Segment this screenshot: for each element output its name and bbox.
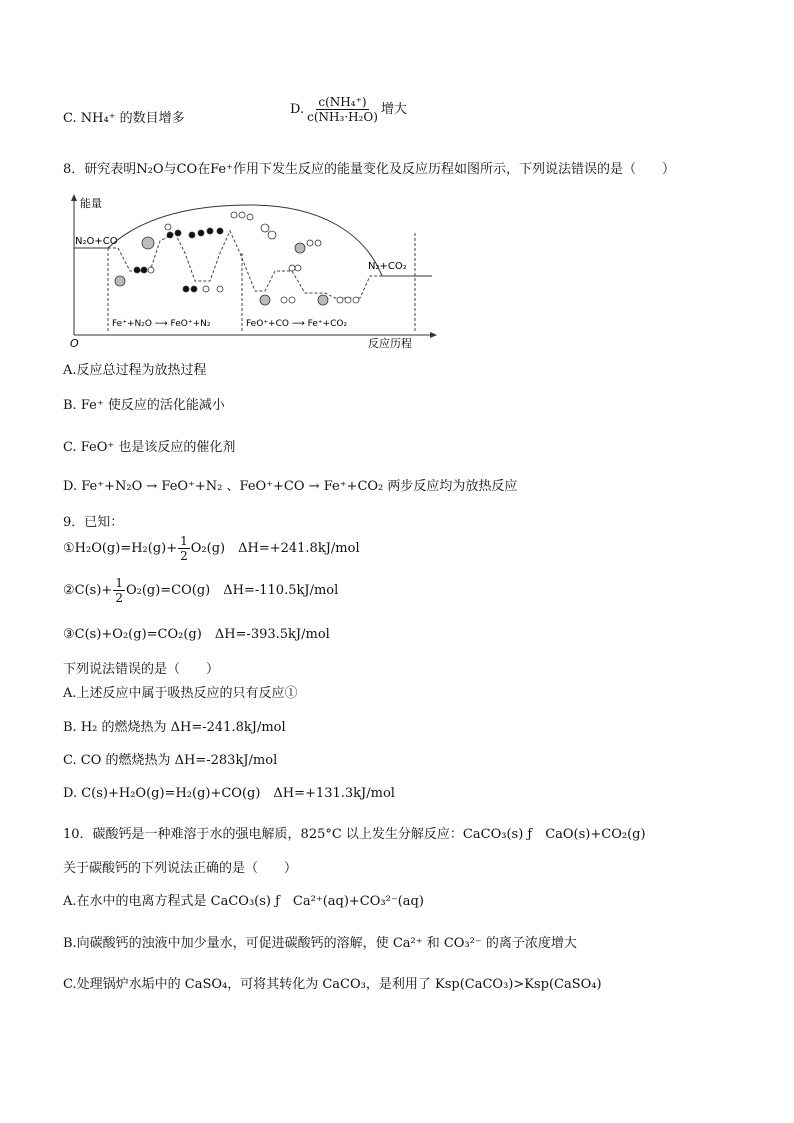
atom-icon: [307, 240, 313, 246]
q9-equation-3: ③C(s)+O₂(g)=CO₂(g) ΔH=-393.5kJ/mol: [63, 627, 330, 642]
atom-icon: [165, 224, 171, 230]
q9-stem: 9．已知：: [63, 515, 124, 530]
y-axis-arrow-icon: [71, 194, 77, 201]
fraction-numerator: 1: [115, 576, 123, 590]
atom-icon: [217, 286, 223, 292]
q8-stem: 8．研究表明N₂O与CO在Fe⁺作用下发生反应的能量变化及反应历程如图所示，下列说法错误的是（ ）: [63, 162, 675, 177]
fraction-denominator: 2: [115, 591, 123, 605]
q8-option-b: B. Fe⁺ 使反应的活化能减小: [63, 398, 225, 413]
y-axis-label: 能量: [80, 197, 102, 210]
q9-equation-2: [63, 576, 338, 605]
q9-equation-1: [63, 534, 360, 563]
product-label: N₂+CO₂: [368, 261, 407, 272]
q9-question: 下列说法错误的是（ ）: [63, 662, 220, 677]
q10-question: 关于碳酸钙的下列说法正确的是（ ）: [63, 861, 298, 876]
q9-eq2-left: ②C(s)+: [63, 582, 113, 598]
x-axis-arrow-icon: [430, 332, 437, 338]
fe-ion-icon: [318, 295, 328, 305]
q7-option-d-tail: 增大: [380, 101, 407, 117]
q9-eq1-fraction: [178, 534, 190, 563]
atom-icon: [281, 297, 287, 303]
q7-option-d-label: D.: [290, 101, 305, 117]
fe-ion-icon: [260, 295, 270, 305]
q10-option-a: A.在水中的电离方程式是 CaCO₃(s) ƒ Ca²⁺(aq)+CO₃²⁻(aq): [63, 894, 424, 909]
q9-option-a: A.上述反应中属于吸热反应的只有反应①: [63, 686, 298, 701]
q9-option-b: B. H₂ 的燃烧热为 ΔH=-241.8kJ/mol: [63, 720, 286, 735]
q9-eq2-fraction: [113, 576, 125, 605]
atom-icon: [295, 265, 301, 271]
q9-eq1-right: O₂(g) ΔH=+241.8kJ/mol: [190, 540, 360, 556]
q9-option-c: C. CO 的燃烧热为 ΔH=-283kJ/mol: [63, 753, 278, 768]
q7-option-d-denominator: c(NH₃·H₂O): [307, 110, 378, 124]
atom-icon: [217, 228, 223, 234]
reactant-label: N₂O+CO: [75, 236, 118, 247]
fe-ion-icon: [295, 243, 305, 253]
atom-icon: [183, 286, 189, 292]
atom-icon: [207, 228, 213, 234]
q9-option-d: D. C(s)+H₂O(g)=H₂(g)+CO(g) ΔH=+131.3kJ/mol: [63, 786, 395, 801]
q10-option-c: C.处理锅炉水垢中的 CaSO₄，可将其转化为 CaCO₃，是利用了 Ksp(CaCO₃)>Ksp(CaSO₄): [63, 977, 602, 992]
step2-label: FeO⁺+CO ⟶ Fe⁺+CO₂: [246, 319, 348, 329]
atom-icon: [337, 297, 343, 303]
q7-option-d-numerator: c(NH₄⁺): [318, 95, 367, 109]
origin-label: O: [70, 337, 79, 350]
atom-icon: [141, 267, 147, 273]
atom-icon: [353, 297, 359, 303]
fe-ion-icon: [115, 276, 125, 286]
atom-icon: [203, 286, 209, 292]
q8-option-d: D. Fe⁺+N₂O → FeO⁺+N₂ 、FeO⁺+CO → Fe⁺+CO₂ 两步反应均为放热反应: [63, 479, 518, 494]
q7-option-d-fraction: [305, 95, 380, 124]
atom-icon: [289, 265, 295, 271]
fraction-denominator: 2: [180, 549, 188, 563]
atom-icon: [231, 212, 237, 218]
atom-icon: [289, 297, 295, 303]
atom-icon: [148, 267, 154, 273]
q10-option-b: B.向碳酸钙的浊液中加少量水，可促进碳酸钙的溶解，使 Ca²⁺ 和 CO₃²⁻ 的离子浓度增大: [63, 936, 577, 951]
x-axis-label: 反应历程: [368, 337, 412, 350]
fraction-numerator: 1: [180, 534, 188, 548]
atom-icon: [191, 286, 197, 292]
q9-eq2-right: O₂(g)=CO(g) ΔH=-110.5kJ/mol: [125, 582, 339, 598]
energy-diagram: [60, 193, 440, 353]
molecule-sketches: [115, 212, 359, 305]
atom-icon: [134, 267, 140, 273]
atom-icon: [198, 230, 204, 236]
q8-option-a: A.反应总过程为放热过程: [63, 363, 207, 378]
atom-icon: [247, 214, 253, 220]
atom-icon: [345, 297, 351, 303]
atom-icon: [315, 240, 321, 246]
atom-icon: [189, 232, 195, 238]
atom-icon: [167, 232, 173, 238]
atom-icon: [268, 231, 276, 239]
q8-option-c: C. FeO⁺ 也是该反应的催化剂: [63, 440, 236, 455]
atom-icon: [239, 212, 245, 218]
q10-stem: 10．碳酸钙是一种难溶于水的强电解质，825°C 以上发生分解反应：CaCO₃(s) ƒ CaO(s)+CO₂(g): [63, 827, 646, 842]
q7-option-c: C. NH₄⁺ 的数目增多: [63, 111, 185, 126]
step1-label: Fe⁺+N₂O ⟶ FeO⁺+N₂: [112, 319, 211, 329]
q7-option-d: [290, 95, 407, 124]
q9-eq1-left: ①H₂O(g)=H₂(g)+: [63, 540, 178, 556]
atom-icon: [175, 230, 181, 236]
fe-ion-icon: [142, 237, 154, 249]
atom-icon: [261, 224, 269, 232]
